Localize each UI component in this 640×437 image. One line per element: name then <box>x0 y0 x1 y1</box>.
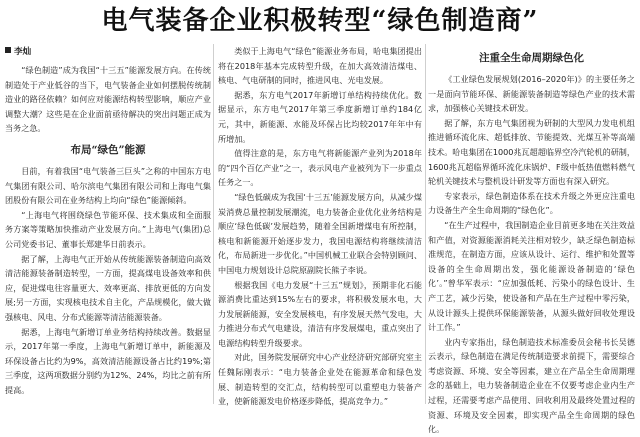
paragraph: 据悉，东方电气2017年新增订单结构持续优化。数据显示，东方电气2017年第三季度新增订单约184亿元，其中，新能源、水能及环保占比均较2017年年中有所增加。 <box>218 89 422 144</box>
subheading: 布局“绿色”能源 <box>70 143 146 156</box>
paragraph: 根据我国《电力发展“十三五”规划》，预期非化石能源消费比重达到15%左右的要求，将积极发展水电，大力发展新能源，安全发展核电，有序发展天然气发电，大力推进分布式气电建设，清洁有序发展煤电，重点突出了电源结构转型升级要求。 <box>218 279 422 348</box>
paragraph: 目前，有着我国“电气装备三巨头”之称的中国东方电气集团有限公司、哈尔滨电气集团有限公司和上海电气集团股份有限公司在业务结构上均向“绿色”能源倾斜。 <box>5 165 211 206</box>
lead-paragraph: “绿色制造”成为我国“十三五”能源发展方向。在传统制造处于产业低谷的当下，电气装备企业如何摆脱传统制造业的路径依赖？如何应对能源结构转型影响，顺应产业调整大潮？这些是在企业面前亟待解决的突出问题正成为当务之急。 <box>5 65 211 134</box>
paragraph: “上海电气将围绕绿色节能环保、技术集成和全面服务方案等策略加快推动产业发展方向。”上海电气(集团)总公司党委书记、董事长郑建华日前表示。 <box>5 209 211 249</box>
headline: 电气装备企业积极转型“绿色制造商” <box>101 6 539 36</box>
paragraph: 值得注意的是，东方电气将新能源产业列为2018年的“四个百亿产业”之一，表示风电产业被列为下一步重点任务之一。 <box>218 148 422 188</box>
article-column-2 <box>218 44 422 409</box>
paragraph: “绿色低碳成为我国‘十三五’能源发展方向，从减少煤炭消费总量控制发展潮流，电力装备企业优化业务结构是顺应‘绿色低碳’发展趋势，随着全国新增煤电有所控制，核电和新能源开始逐步发力，我国电源结构将继续清洁化，布局新进一步优化。”中国机械工业联合会特别顾问、中国电力规划设计总院原副院长熊子李说。 <box>218 191 422 275</box>
article-column-1 <box>5 44 211 397</box>
paragraph: 据了解，东方电气集团视为研制的大型风力发电机组推进循环流化床、超低排放、节能提效、光煤互补等高端技术。哈电集团在1000兆瓦超超临界空冷汽轮机的研制，1600兆瓦超临界循环流化床锅炉、F级中低热值燃料燃气轮机关键技术与整机设计研发等方面也有深入研究。 <box>428 117 635 187</box>
paragraph: 据了解，上海电气正开始从传统能源装备制造向高效清洁能源装备制造转型，一方面，提高煤电设备效率和供应，促进煤电往容量更大、效率更高、排放更低的方向发展;另一方面，实现核电技术自主化，产品规模化，做大做强核电、风电、分布式能源等清洁能源装备。 <box>5 253 211 322</box>
column-divider <box>425 44 426 404</box>
paragraph: 《工业绿色发展规划(2016–2020年)》的主要任务之一是面向节能环保、新能源装备制造等绿色产业的技术需求，加强核心关键技术研发。 <box>428 74 635 114</box>
bullet-square-icon <box>5 47 11 53</box>
paragraph: 对此，国务院发展研究中心产业经济研究部研究室主任魏际刚表示：“电力装备企业处在能源革命和绿色发展、制造转型的交汇点，结构转型可以重塑电力装备产业，使新能源发电价格逐步降低，提高竞争力。” <box>218 352 422 407</box>
author-byline <box>5 45 211 59</box>
author-name: 李灿 <box>14 47 32 57</box>
subheading: 注重全生命周期绿色化 <box>479 52 584 64</box>
column-divider <box>213 44 214 404</box>
paragraph: 业内专家指出，绿色制造技术标准委员会秘书长吴德云表示，绿色制造在满足传统制造要求前提下，需要综合考虑资源、环境、安全等因素，建立在产品全生命周期理念的基础上，电力装备制造企业在不仅要考虑企业内生产过程，还需要考虑产品使用、回收利用及最终处置过程的资源、环境及安全因素，即实现产品全生命周期的绿色化。 <box>428 336 635 435</box>
paragraph: “在生产过程中，我国制造企业目前更多地在关注效益和产值，对资源能源消耗关注相对较少，缺乏绿色制造标准规范，在制造方面，应该从设计、运行、维护和处置等设备的全生命周期出发，强化能源设备制造的‘绿色化’。”曾华军表示：“应加强低耗、污染小的绿色设计、生产工艺，减少污染，使设备和产品在生产过程中零污染，从设计源头上提供环保能源装备，从源头做好回收处理设计工作。” <box>428 219 635 333</box>
paragraph: 据悉，上海电气新增订单业务结构持续改善。数据显示，2017年第一季度，上海电气新增订单中，新能源及环保设备占比约为9%，高效清洁能源设备占比约19%;第三季度，这两项数据分别约为12%、24%，均比之前有所提高。 <box>5 326 211 395</box>
paragraph: 专家表示，绿色制造体系在技术升级之外更应注重电力设备生产全生命周期的“绿色化”。 <box>428 190 635 216</box>
paragraph: 类似于上海电气“绿色”能源业务布局，哈电集团提出将在2018年基本完成转型升级，在加大高效清洁煤电、核电、气电研制的同时，推进风电、光电发展。 <box>218 46 422 86</box>
article-column-3 <box>428 44 635 437</box>
